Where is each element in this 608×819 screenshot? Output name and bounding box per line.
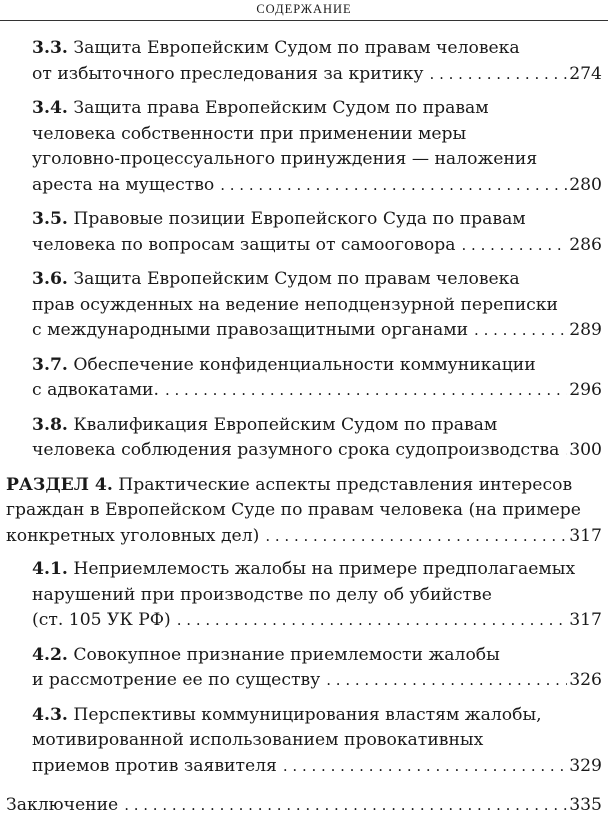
- entry-title-line: Квалификация Европейским Судом по правам: [73, 414, 498, 435]
- entry-number: 3.3.: [32, 38, 68, 58]
- toc-line: [32, 643, 602, 669]
- dot-leader: [430, 62, 568, 88]
- dot-leader: [462, 233, 568, 259]
- entry-title-line: Совокупное признание приемлемости жалобы: [73, 644, 500, 665]
- page-number: 296: [569, 380, 602, 400]
- toc-entry-4-1[interactable]: [6, 557, 602, 634]
- toc-entry-3-4[interactable]: [6, 96, 602, 198]
- entry-number: 4.2.: [32, 644, 68, 665]
- toc-line: [32, 353, 602, 379]
- page-number: 286: [569, 234, 602, 255]
- running-head: СОДЕРЖАНИЕ: [256, 2, 352, 16]
- toc-last-line: [32, 233, 602, 259]
- section-number: РАЗДЕЛ 4.: [6, 474, 113, 495]
- toc-last-line: [32, 173, 602, 199]
- entry-title-line: конкретных уголовных дел): [6, 525, 260, 546]
- toc-entry-3-7[interactable]: [6, 353, 602, 404]
- toc-last-line: [32, 438, 602, 464]
- entry-title-line: от избыточного преследования за критику: [32, 63, 424, 84]
- entry-title-line: граждан в Европейском Суде по правам человека (на примере: [6, 500, 581, 520]
- toc-last-line: [32, 318, 602, 344]
- toc-line: [32, 557, 602, 583]
- dot-leader: [565, 438, 567, 464]
- dot-leader: [220, 173, 567, 199]
- toc-last-line: [32, 62, 602, 88]
- toc-entry-3-5[interactable]: [6, 207, 602, 258]
- toc-entry-conclusion[interactable]: [6, 793, 602, 819]
- entry-title-line: Перспективы коммуницирования властям жалобы,: [73, 704, 542, 725]
- toc-entry-3-6[interactable]: [6, 267, 602, 344]
- toc-line: [32, 207, 602, 233]
- toc-last-line: [32, 378, 602, 404]
- toc-line: [32, 703, 602, 729]
- entry-title-line: Защита Европейским Судом по правам человека: [73, 38, 520, 58]
- entry-title-line: Обеспечение конфиденциальности коммуникации: [73, 354, 536, 375]
- entry-title-line: (ст. 105 УК РФ): [32, 610, 171, 630]
- toc-line: [32, 36, 602, 62]
- page-number: 335: [569, 795, 602, 815]
- page-number: 280: [569, 174, 602, 195]
- toc-last-line: [32, 608, 602, 634]
- dot-leader: [177, 608, 567, 634]
- entry-title-line: Защита Европейским Судом по правам человека: [73, 269, 520, 289]
- toc-last-line: [6, 524, 602, 550]
- toc-last-line: [6, 793, 602, 819]
- toc-line: [32, 96, 602, 122]
- toc-last-line: [32, 668, 602, 694]
- toc-entry-section-4[interactable]: [6, 473, 602, 550]
- page-number: 329: [569, 755, 602, 776]
- page-number: 317: [569, 525, 602, 546]
- entry-title-line: человека собственности при применении меры: [32, 123, 467, 144]
- page-number: 289: [569, 320, 602, 340]
- toc-line: [6, 473, 602, 499]
- entry-title-line: мотивированной использованием провокативных: [32, 730, 484, 750]
- toc-entry-3-8[interactable]: [6, 413, 602, 464]
- toc-entry-4-2[interactable]: [6, 643, 602, 694]
- entry-number: 3.7.: [32, 354, 68, 375]
- page-number: 300: [569, 440, 602, 460]
- entry-title-line: прав осужденных на ведение неподцензурной переписки: [32, 294, 558, 315]
- entry-number: 4.1.: [32, 559, 68, 579]
- page-number: 326: [569, 670, 602, 690]
- entry-title-line: человека соблюдения разумного срока судопроизводства: [32, 440, 560, 460]
- entry-title-line: с международными правозащитными органами: [32, 320, 469, 340]
- toc-entry-3-3[interactable]: [6, 36, 602, 87]
- entry-title-line: уголовно-процессуального принуждения — наложения: [32, 149, 538, 169]
- entry-title-line: человека по вопросам защиты от самооговора: [32, 234, 456, 255]
- entry-title-line: Неприемлемость жалобы на примере предполагаемых: [73, 559, 576, 579]
- entry-number: 4.3.: [32, 704, 68, 725]
- toc-entry-4-3[interactable]: [6, 703, 602, 780]
- dot-leader: [165, 378, 567, 404]
- page-number: 274: [569, 63, 602, 84]
- entry-number: 3.4.: [32, 98, 68, 118]
- entry-number: 3.5.: [32, 209, 68, 229]
- entry-number: 3.6.: [32, 269, 68, 289]
- page-number: 317: [569, 610, 602, 630]
- entry-title-line: Защита права Европейским Судом по правам: [73, 98, 489, 118]
- header-rule: [0, 20, 608, 21]
- toc-last-line: [32, 754, 602, 780]
- entry-title-line: ареста на мущество: [32, 174, 215, 195]
- entry-title-line: нарушений при производстве по делу об убийстве: [32, 584, 492, 605]
- dot-leader: [283, 754, 567, 780]
- table-of-contents: [6, 36, 602, 819]
- dot-leader: [124, 793, 567, 819]
- dot-leader: [326, 668, 567, 694]
- dot-leader: [265, 524, 567, 550]
- entry-title-line: приемов против заявителя: [32, 755, 277, 776]
- toc-line: [32, 413, 602, 439]
- entry-title-line: и рассмотрение ее по существу: [32, 670, 321, 690]
- entry-number: 3.8.: [32, 414, 68, 435]
- entry-title-line: Заключение: [6, 795, 119, 815]
- toc-line: [32, 267, 602, 293]
- entry-title-line: Правовые позиции Европейского Суда по правам: [73, 209, 526, 229]
- dot-leader: [474, 318, 567, 344]
- entry-title-line: с адвокатами.: [32, 380, 159, 400]
- entry-title-line: Практические аспекты представления интересов: [118, 474, 573, 495]
